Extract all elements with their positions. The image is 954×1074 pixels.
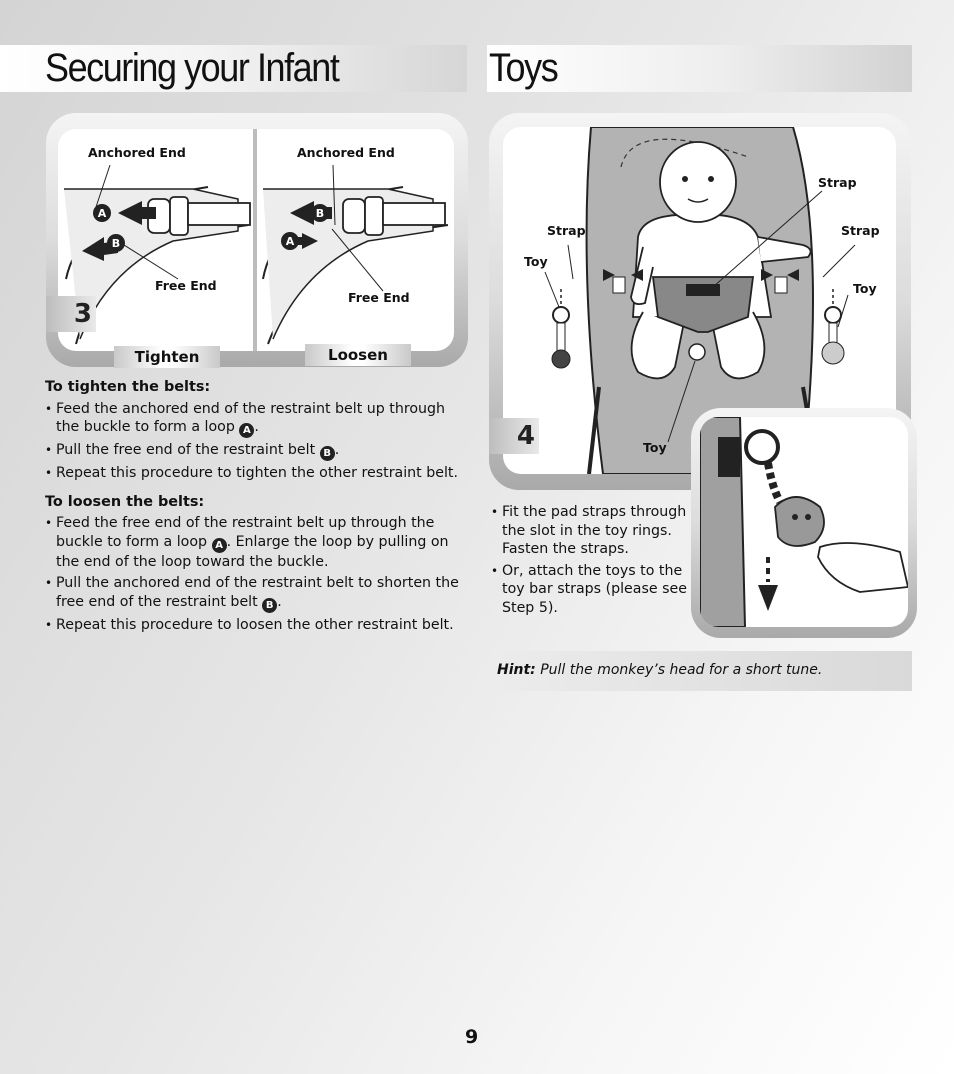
list-item: • Feed the free end of the restraint belt up through the buckle to form a loop A . Enlarge the loop by pulling on the end of the loop toward the buckle. bbox=[45, 514, 470, 571]
svg-text:B: B bbox=[315, 207, 325, 220]
label-strap-top: Strap bbox=[818, 175, 857, 190]
belt-illustrations bbox=[58, 129, 454, 351]
tighten-list bbox=[45, 400, 470, 483]
toy-ring-right bbox=[825, 307, 841, 323]
toys-list bbox=[491, 503, 687, 617]
title-band-right bbox=[487, 45, 912, 92]
toy-ring-closeup bbox=[746, 431, 778, 463]
baby-head bbox=[660, 142, 736, 222]
toy-right bbox=[822, 342, 844, 364]
hint-box bbox=[490, 651, 912, 691]
svg-text:A: A bbox=[97, 207, 107, 220]
belt-strap-right bbox=[383, 203, 445, 225]
buckle-right bbox=[343, 199, 365, 233]
toy-closeup-illustration bbox=[700, 417, 908, 627]
label-strap-right: Strap bbox=[841, 223, 880, 238]
marker-b-icon: B bbox=[262, 598, 277, 613]
marker-b-icon: B bbox=[320, 446, 335, 461]
list-item: • Repeat this procedure to loosen the other restraint belt. bbox=[45, 616, 470, 635]
marker-a-icon: A bbox=[212, 538, 227, 553]
svg-text:B: B bbox=[111, 237, 121, 250]
toy-ring-left bbox=[553, 307, 569, 323]
step-number-3: 3 bbox=[46, 296, 96, 332]
label-toy-right: Toy bbox=[853, 281, 877, 296]
page-number: 9 bbox=[465, 1026, 479, 1048]
belt-instructions bbox=[45, 378, 470, 642]
list-item: • Feed the anchored end of the restraint belt up through the buckle to form a loop A . bbox=[45, 400, 470, 439]
inset-frame bbox=[691, 408, 917, 638]
svg-text:A: A bbox=[285, 235, 295, 248]
label-strap-left: Strap bbox=[547, 223, 586, 238]
toy-left bbox=[552, 350, 570, 368]
list-item: • Pull the free end of the restraint belt B . bbox=[45, 441, 470, 461]
label-free-end-left: Free End bbox=[155, 278, 217, 293]
section-title-securing: Securing your Infant bbox=[45, 46, 339, 90]
belt-strap-left bbox=[188, 203, 250, 225]
tab-tighten: Tighten bbox=[114, 346, 220, 368]
toy-bottom bbox=[689, 344, 705, 360]
hint-label: Hint: bbox=[497, 662, 536, 678]
marker-a-icon: A bbox=[239, 423, 254, 438]
title-band-left bbox=[0, 45, 467, 92]
label-toy-left: Toy bbox=[524, 254, 548, 269]
section-title-toys: Toys bbox=[489, 46, 558, 90]
label-toy-bottom: Toy bbox=[643, 440, 667, 455]
label-free-end-right: Free End bbox=[348, 290, 410, 305]
label-anchored-end-left: Anchored End bbox=[88, 145, 186, 160]
monkey-toy bbox=[775, 497, 824, 546]
list-item: • Repeat this procedure to tighten the other restraint belt. bbox=[45, 464, 470, 483]
tab-loosen: Loosen bbox=[305, 344, 411, 366]
pull-arrow-icon bbox=[758, 585, 778, 611]
label-anchored-end-right: Anchored End bbox=[297, 145, 395, 160]
inset-inner bbox=[700, 417, 908, 627]
step-number-4: 4 bbox=[489, 418, 539, 454]
list-item: • Fit the pad straps through the slot in the toy rings. Fasten the straps. bbox=[491, 503, 687, 559]
loosen-list bbox=[45, 514, 470, 634]
step3-frame bbox=[46, 113, 468, 367]
list-item: • Pull the anchored end of the restraint belt to shorten the free end of the restraint belt B . bbox=[45, 574, 470, 613]
hint-text: Pull the monkey’s head for a short tune. bbox=[535, 662, 823, 678]
list-item: • Or, attach the toys to the toy bar straps (please see Step 5). bbox=[491, 562, 687, 618]
loosen-heading: To loosen the belts: bbox=[45, 493, 205, 510]
step3-inner bbox=[58, 129, 454, 351]
panel-divider bbox=[253, 129, 257, 351]
tighten-heading: To tighten the belts: bbox=[45, 379, 211, 395]
toys-instructions bbox=[491, 503, 687, 625]
